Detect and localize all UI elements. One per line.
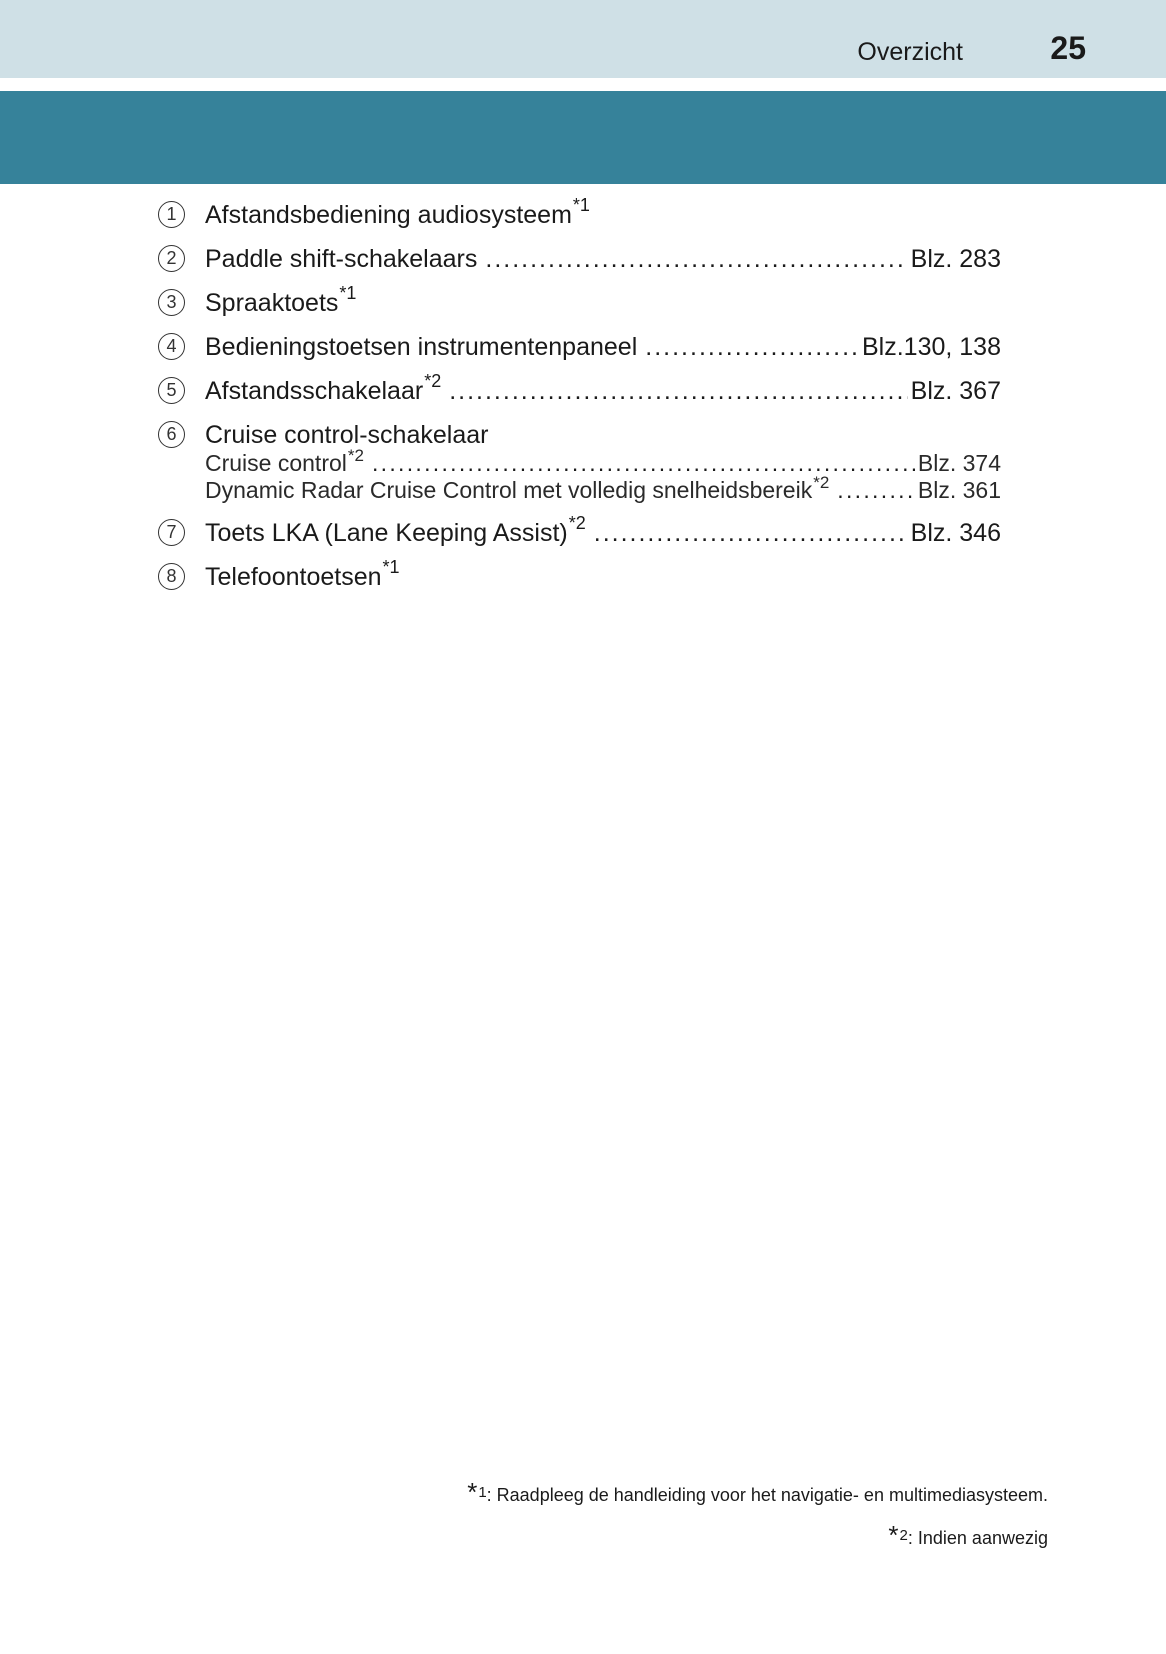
- list-item: [158, 283, 1001, 318]
- list-item: [158, 420, 1001, 504]
- dot-leader: [485, 244, 907, 274]
- item-label: Bedieningstoetsen instrumentenpaneel: [205, 333, 638, 361]
- page-reference-link[interactable]: Blz.130, 138: [862, 333, 1001, 361]
- list-item: [158, 371, 1001, 406]
- dot-leader: [449, 376, 907, 406]
- page-number: 25: [1050, 30, 1086, 66]
- page-reference-link[interactable]: Blz. 367: [910, 377, 1001, 405]
- item-number-circle: 2: [158, 245, 185, 272]
- list-item: [158, 195, 1001, 230]
- list-item: [158, 513, 1001, 548]
- accent-band: [0, 91, 1166, 184]
- footnote-ref: *2: [424, 371, 442, 391]
- list-item: [158, 244, 1001, 274]
- item-number-circle: 5: [158, 377, 185, 404]
- footnote-text: : Raadpleeg de handleiding voor het navigatie- en multimediasysteem.: [486, 1485, 1048, 1505]
- section-title: Overzicht: [857, 38, 963, 66]
- item-number-circle: 1: [158, 201, 185, 228]
- footnote-ref: *2: [813, 473, 830, 492]
- footnote-ref: *1: [339, 283, 357, 303]
- dot-leader: [372, 450, 915, 477]
- page-reference-link[interactable]: Blz. 374: [917, 450, 1001, 476]
- dot-leader: [837, 477, 915, 504]
- list-item: [158, 557, 1001, 592]
- page-reference-link[interactable]: Blz. 346: [910, 519, 1001, 547]
- footnote-text: : Indien aanwezig: [907, 1528, 1048, 1548]
- sub-item-label: Cruise control$^{*2}$: [205, 446, 364, 476]
- sub-item: [205, 473, 1001, 504]
- footnotes: [467, 1472, 1048, 1558]
- item-label: Toets LKA (Lane Keeping Assist)$^{*2}$: [205, 513, 586, 547]
- item-label: Spraaktoets$^{*1}$: [205, 283, 357, 317]
- dot-leader: [645, 332, 859, 362]
- item-number-circle: 6: [158, 421, 185, 448]
- footnote-mark: *$^1$: [467, 1477, 487, 1507]
- item-label: Telefoontoetsen$^{*1}$: [205, 557, 400, 591]
- footnote-mark: *$^2$: [888, 1520, 908, 1550]
- item-label: Afstandsschakelaar$^{*2}$: [205, 371, 442, 405]
- list-item: [158, 332, 1001, 362]
- footnote: [467, 1472, 1048, 1515]
- item-number-circle: 8: [158, 563, 185, 590]
- footnote-ref: *1: [572, 195, 590, 215]
- footnote-ref: *2: [347, 446, 364, 465]
- footnote: [467, 1515, 1048, 1558]
- item-number-circle: 3: [158, 289, 185, 316]
- item-label: Afstandsbediening audiosysteem$^{*1}$: [205, 195, 590, 229]
- item-list: [158, 195, 1001, 606]
- page-reference-link[interactable]: Blz. 283: [910, 245, 1001, 273]
- footnote-ref: *2: [568, 513, 586, 533]
- item-number-circle: 7: [158, 519, 185, 546]
- header-band: [0, 0, 1166, 78]
- item-label: Paddle shift-schakelaars: [205, 245, 478, 273]
- footnote-ref: *1: [382, 557, 400, 577]
- sub-item: [205, 446, 1001, 477]
- item-number-circle: 4: [158, 333, 185, 360]
- page-reference-link[interactable]: Blz. 361: [917, 477, 1001, 503]
- item-label: Cruise control-schakelaar: [205, 421, 489, 449]
- dot-leader: [594, 518, 908, 548]
- sub-item-label: Dynamic Radar Cruise Control met volledig snelheidsbereik$^{*2}$: [205, 473, 830, 503]
